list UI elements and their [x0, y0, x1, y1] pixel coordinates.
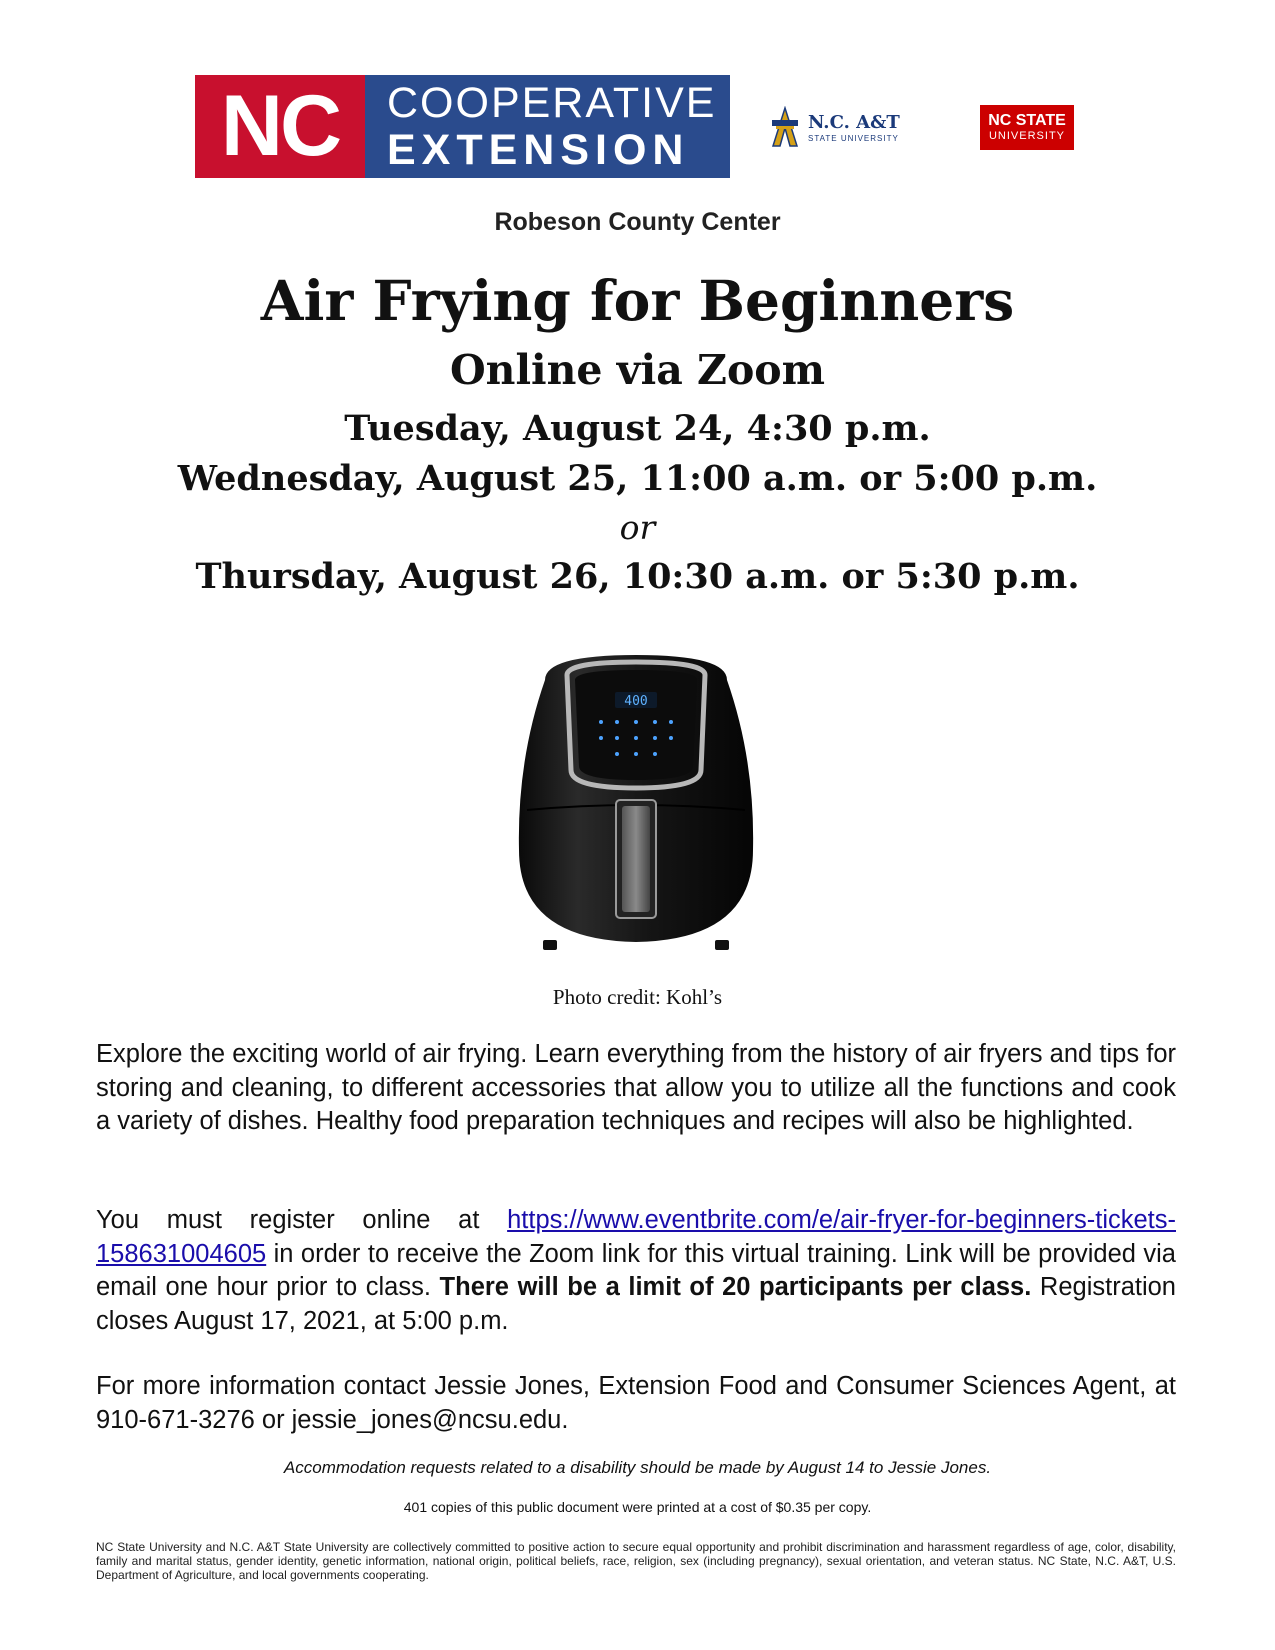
event-subtitle: Online via Zoom	[449, 346, 826, 394]
nc-at-logo	[770, 105, 900, 151]
nc-cooperative-extension-logo	[195, 75, 730, 178]
nc-state-line2: UNIVERSITY	[988, 130, 1065, 142]
legal-disclaimer: NC State University and N.C. A&T State University are collectively committed to positive action to secure equal opportunity and prohibit discrimination and harassment regardless of age, color, disability, family and marital status, gender identity, genetic information, national origin, political beliefs, race, religion, sex (including pregnancy), sexual orientation, and veteran status. NC State, N.C. A&T, U.S. Department of Agriculture, and local governments cooperating.	[96, 1540, 1176, 1582]
nc-logo-wordmark	[365, 75, 730, 178]
event-or: or	[619, 508, 656, 547]
registration-closes: Registration closes August 17, 2021, at 5:00 p.m.	[96, 1273, 1176, 1335]
nc-at-name: N.C. A&T	[808, 111, 900, 133]
air-fryer-image	[505, 650, 767, 960]
fryer-display-text: 400	[624, 694, 648, 709]
event-date-2: Wednesday, August 25, 11:00 a.m. or 5:00 p.m.	[177, 458, 1098, 499]
eventbrite-link[interactable]: https://www.eventbrite.com/e/air-fryer-for-beginners-tickets-158631004605	[96, 1206, 1176, 1268]
registration-paragraph	[96, 1204, 1176, 1338]
accommodation-note: Accommodation requests related to a disability should be made by August 14 to Jessie Jones.	[283, 1458, 992, 1477]
photo-credit: Photo credit: Kohl’s	[552, 985, 723, 1009]
description-paragraph: Explore the exciting world of air frying. Learn everything from the history of air fryers and tips for storing and cleaning, to different accessories that allow you to utilize all the functions and cook a variety of dishes. Healthy food preparation techniques and recipes will also be highlighted.	[96, 1040, 1176, 1135]
event-title: Air Frying for Beginners	[260, 268, 1015, 333]
nc-state-logo	[980, 105, 1074, 150]
nc-at-sub: STATE UNIVERSITY	[808, 133, 899, 143]
participant-limit: There will be a limit of 20 participants per class.	[439, 1273, 1032, 1301]
nc-logo-line2: EXTENSION	[387, 125, 690, 174]
aggie-icon	[770, 106, 800, 150]
registration-text-a: You must register online at	[96, 1206, 508, 1234]
copies-note: 401 copies of this public document were printed at a cost of $0.35 per copy.	[403, 1499, 872, 1515]
county-center: Robeson County Center	[494, 208, 781, 236]
event-date-1: Tuesday, August 24, 4:30 p.m.	[344, 408, 931, 449]
contact-paragraph: For more information contact Jessie Jones, Extension Food and Consumer Sciences Agent, at 910-671-3276 or jessie_jones@ncsu.edu.	[96, 1372, 1176, 1434]
nc-logo-line1: COOPERATIVE	[387, 78, 717, 127]
nc-logo-mark: NC	[195, 75, 365, 178]
registration-text-b: in order to receive the Zoom link for this virtual training. Link will be provided via email one hour prior to class.	[96, 1239, 1176, 1301]
event-date-3: Thursday, August 26, 10:30 a.m. or 5:30 p.m.	[195, 556, 1080, 597]
nc-state-line1: NC STATE	[988, 112, 1066, 129]
